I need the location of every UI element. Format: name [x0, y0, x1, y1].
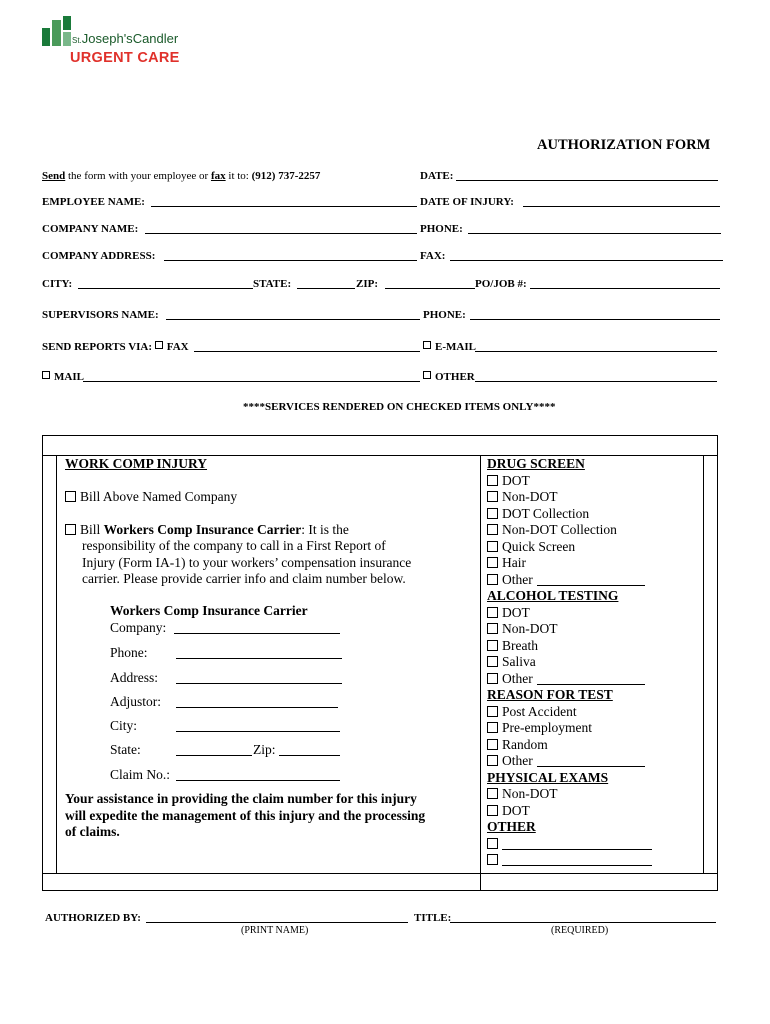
company-address-label: COMPANY ADDRESS:: [42, 250, 156, 262]
drug-option[interactable]: Quick Screen: [487, 539, 701, 556]
bill-carrier-option: Bill Workers Comp Insurance Carrier: It is the: [65, 522, 349, 538]
logo-st: St.: [72, 36, 82, 45]
zip-field[interactable]: [385, 288, 475, 289]
fax-label: FAX:: [420, 250, 446, 262]
checkbox[interactable]: [487, 541, 498, 552]
alcohol-option[interactable]: DOT: [487, 605, 701, 622]
city-field[interactable]: [78, 288, 253, 289]
drug-option[interactable]: DOT: [487, 473, 701, 490]
logo: [42, 14, 212, 70]
carrier-city-field[interactable]: [176, 731, 340, 732]
carrier-zip-field[interactable]: [279, 755, 340, 756]
fax-checkbox[interactable]: [155, 341, 163, 349]
logo-mark-icon: [42, 16, 72, 48]
carrier-state-field[interactable]: [176, 755, 252, 756]
supervisors-name-field[interactable]: [166, 319, 420, 320]
title-field[interactable]: [450, 922, 716, 923]
checkbox[interactable]: [487, 574, 498, 585]
mail-checkbox[interactable]: [42, 371, 50, 379]
drug-option[interactable]: Non-DOT: [487, 489, 701, 506]
state-field[interactable]: [297, 288, 355, 289]
carrier-claim-label: Claim No.:: [110, 767, 170, 782]
checkbox[interactable]: [487, 854, 498, 865]
send-reports-row: SEND REPORTS VIA: FAX: [42, 341, 189, 353]
email-field[interactable]: [475, 351, 717, 352]
company-address-field[interactable]: [164, 260, 417, 261]
other-heading: OTHER: [487, 819, 536, 834]
logo-joseph: Joseph's: [81, 31, 133, 46]
authorized-by-label: AUTHORIZED BY:: [45, 912, 141, 924]
checkbox[interactable]: [487, 805, 498, 816]
date-label: DATE:: [420, 170, 454, 182]
zip-label: ZIP:: [356, 278, 378, 290]
phone-label: PHONE:: [420, 223, 463, 235]
checkbox[interactable]: [487, 557, 498, 568]
work-comp-heading: WORK COMP INJURY: [65, 456, 208, 471]
alcohol-option-other[interactable]: Other: [487, 671, 701, 688]
responsibility-text-3: carrier. Please provide carrier info and claim number below.: [82, 571, 406, 586]
phone2-label: PHONE:: [423, 309, 466, 321]
checkbox[interactable]: [487, 475, 498, 486]
physical-option[interactable]: DOT: [487, 803, 701, 820]
claim-note-1: Your assistance in providing the claim number for this injury: [65, 791, 417, 806]
checkbox[interactable]: [487, 788, 498, 799]
company-name-label: COMPANY NAME:: [42, 223, 139, 235]
claim-note-2: will expedite the management of this injury and the processing: [65, 808, 426, 823]
email-checkbox[interactable]: [423, 341, 431, 349]
checkbox[interactable]: [487, 739, 498, 750]
mail-field[interactable]: [83, 381, 420, 382]
bill-company-option: Bill Above Named Company: [65, 489, 237, 505]
state-label: STATE:: [253, 278, 292, 290]
physical-heading: PHYSICAL EXAMS: [487, 769, 609, 785]
date-of-injury-label: DATE OF INJURY:: [420, 196, 514, 208]
drug-option-other[interactable]: Other: [487, 572, 701, 589]
physical-option[interactable]: Non-DOT: [487, 786, 701, 803]
carrier-state-label: State:: [110, 742, 141, 757]
other-field[interactable]: [475, 381, 717, 382]
reason-option[interactable]: Random: [487, 737, 701, 754]
checkbox[interactable]: [487, 623, 498, 634]
reason-option[interactable]: Pre-employment: [487, 720, 701, 737]
send-instructions: Send the form with your employee or fax it to: (912) 737-2257: [42, 170, 321, 182]
drug-option[interactable]: DOT Collection: [487, 506, 701, 523]
carrier-address-label: Address:: [110, 670, 158, 685]
carrier-company-field[interactable]: [174, 633, 340, 634]
checkbox[interactable]: [487, 640, 498, 651]
drug-screen-heading: DRUG SCREEN: [487, 456, 585, 471]
phone-field[interactable]: [468, 233, 721, 234]
checkbox[interactable]: [487, 722, 498, 733]
carrier-heading: Workers Comp Insurance Carrier: [110, 603, 308, 618]
reason-option-other[interactable]: Other: [487, 753, 701, 770]
date-field[interactable]: [456, 180, 718, 181]
carrier-company-label: Company:: [110, 620, 167, 635]
checkbox[interactable]: [487, 607, 498, 618]
carrier-adjustor-field[interactable]: [176, 707, 338, 708]
other-blank-option[interactable]: [487, 852, 701, 869]
required-caption: (REQUIRED): [551, 925, 609, 936]
carrier-adjustor-label: Adjustor:: [110, 694, 162, 709]
drug-option[interactable]: Hair: [487, 555, 701, 572]
employee-name-label: EMPLOYEE NAME:: [42, 196, 145, 208]
carrier-city-label: City:: [110, 718, 138, 733]
bill-carrier-checkbox[interactable]: [65, 524, 76, 535]
city-label: CITY:: [42, 278, 73, 290]
company-name-field[interactable]: [145, 233, 417, 234]
carrier-zip-label: Zip:: [253, 742, 276, 757]
carrier-claim-field[interactable]: [176, 780, 340, 781]
right-column: [487, 456, 701, 869]
print-name-caption: (PRINT NAME): [241, 925, 309, 936]
claim-note-3: of claims.: [65, 824, 120, 839]
phone2-field[interactable]: [470, 319, 720, 320]
alcohol-option[interactable]: Breath: [487, 638, 701, 655]
checkbox[interactable]: [487, 491, 498, 502]
alcohol-heading: ALCOHOL TESTING: [487, 588, 619, 603]
fax-report-field[interactable]: [194, 351, 420, 352]
drug-option[interactable]: Non-DOT Collection: [487, 522, 701, 539]
responsibility-text-1: responsibility of the company to call in a First Report of: [82, 538, 386, 553]
form-title: AUTHORIZATION FORM: [537, 137, 711, 153]
supervisors-name-label: SUPERVISORS NAME:: [42, 309, 159, 321]
logo-candler: Candler: [132, 31, 179, 46]
other-checkbox[interactable]: [423, 371, 431, 379]
responsibility-text-2: Injury (Form IA-1) to your workers’ compensation insurance: [82, 555, 412, 570]
alcohol-option[interactable]: Non-DOT: [487, 621, 701, 638]
bill-company-checkbox[interactable]: [65, 491, 76, 502]
checkbox[interactable]: [487, 838, 498, 849]
carrier-phone-label: Phone:: [110, 645, 148, 660]
reason-option[interactable]: Post Accident: [487, 704, 701, 721]
title-label: TITLE:: [414, 912, 452, 924]
fax-field[interactable]: [450, 260, 723, 261]
employee-name-field[interactable]: [151, 206, 417, 207]
other-blank-option[interactable]: [487, 836, 701, 853]
alcohol-option[interactable]: Saliva: [487, 654, 701, 671]
carrier-phone-field[interactable]: [176, 658, 342, 659]
checkbox[interactable]: [487, 673, 498, 684]
po-job-field[interactable]: [530, 288, 720, 289]
date-of-injury-field[interactable]: [523, 206, 720, 207]
services-note: ****SERVICES RENDERED ON CHECKED ITEMS ONLY****: [243, 401, 556, 413]
other-option: OTHER: [423, 371, 475, 383]
email-option: E-MAIL: [423, 341, 476, 353]
reason-heading: REASON FOR TEST: [487, 687, 613, 702]
checkbox[interactable]: [487, 755, 498, 766]
checkbox[interactable]: [487, 656, 498, 667]
mail-option: MAIL: [42, 371, 84, 383]
checkbox[interactable]: [487, 508, 498, 519]
checkbox[interactable]: [487, 524, 498, 535]
logo-subtitle: URGENT CARE: [70, 50, 180, 66]
carrier-address-field[interactable]: [176, 683, 342, 684]
authorized-by-field[interactable]: [146, 922, 408, 923]
po-job-label: PO/JOB #:: [475, 278, 527, 290]
checkbox[interactable]: [487, 706, 498, 717]
